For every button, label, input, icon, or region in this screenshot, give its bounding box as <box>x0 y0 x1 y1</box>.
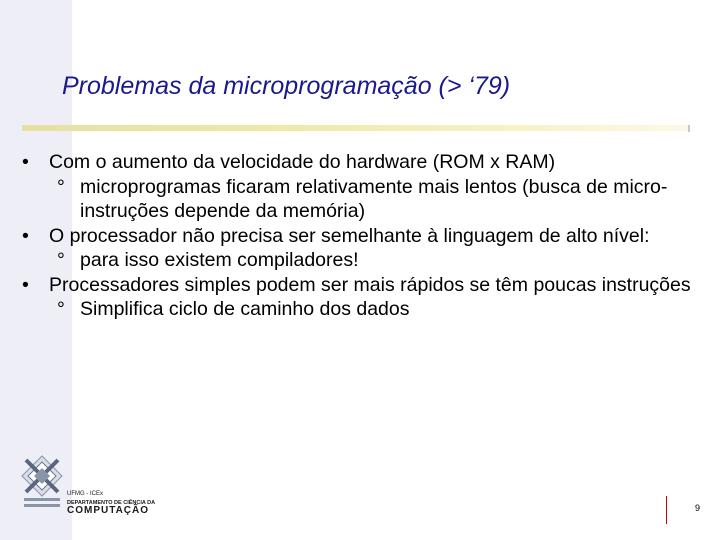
bullet-text: Processadores simples podem ser mais rápidos se têm poucas instruções <box>49 273 691 296</box>
bullet-2 <box>22 224 702 249</box>
sub-bullet-2-1 <box>22 248 702 273</box>
page-number-divider <box>666 496 667 524</box>
sub-bullet-1-1 <box>22 175 702 224</box>
sub-bullet-3-1 <box>22 297 702 322</box>
sub-bullet-mark: ° <box>57 249 65 271</box>
logo-emblem-icon <box>20 454 64 514</box>
department-logo <box>20 448 156 520</box>
bullet-mark: • <box>22 224 29 247</box>
sub-bullet-text: para isso existem compiladores! <box>80 249 359 271</box>
bullet-mark: • <box>22 151 29 173</box>
logo-university: UFMG - ICEx <box>67 491 103 497</box>
slide-content <box>22 150 702 322</box>
bullet-3 <box>22 273 702 298</box>
slide-title: Problemas da microprogramação (> ‘79) <box>62 72 511 100</box>
sub-bullet-text: Simplifica ciclo de caminho dos dados <box>80 298 410 320</box>
page-number: 9 <box>694 503 700 513</box>
bullet-text: Com o aumento da velocidade do hardware (ROM x RAM) <box>49 151 556 173</box>
title-underline <box>22 125 690 131</box>
sub-bullet-mark: ° <box>57 298 65 320</box>
sub-bullet-text: microprogramas ficaram relativamente mais lentos (busca de micro-instruções depende da memória) <box>80 175 668 222</box>
bullet-text: O processador não precisa ser semelhante à linguagem de alto nível: <box>49 224 650 247</box>
logo-department: DEPARTAMENTO DE CIÊNCIA DA <box>67 500 156 506</box>
bullet-mark: • <box>22 273 29 296</box>
sub-bullet-mark: ° <box>57 175 65 198</box>
logo-computacao: COMPUTAÇÃO <box>67 505 150 516</box>
bullet-1 <box>22 150 702 175</box>
